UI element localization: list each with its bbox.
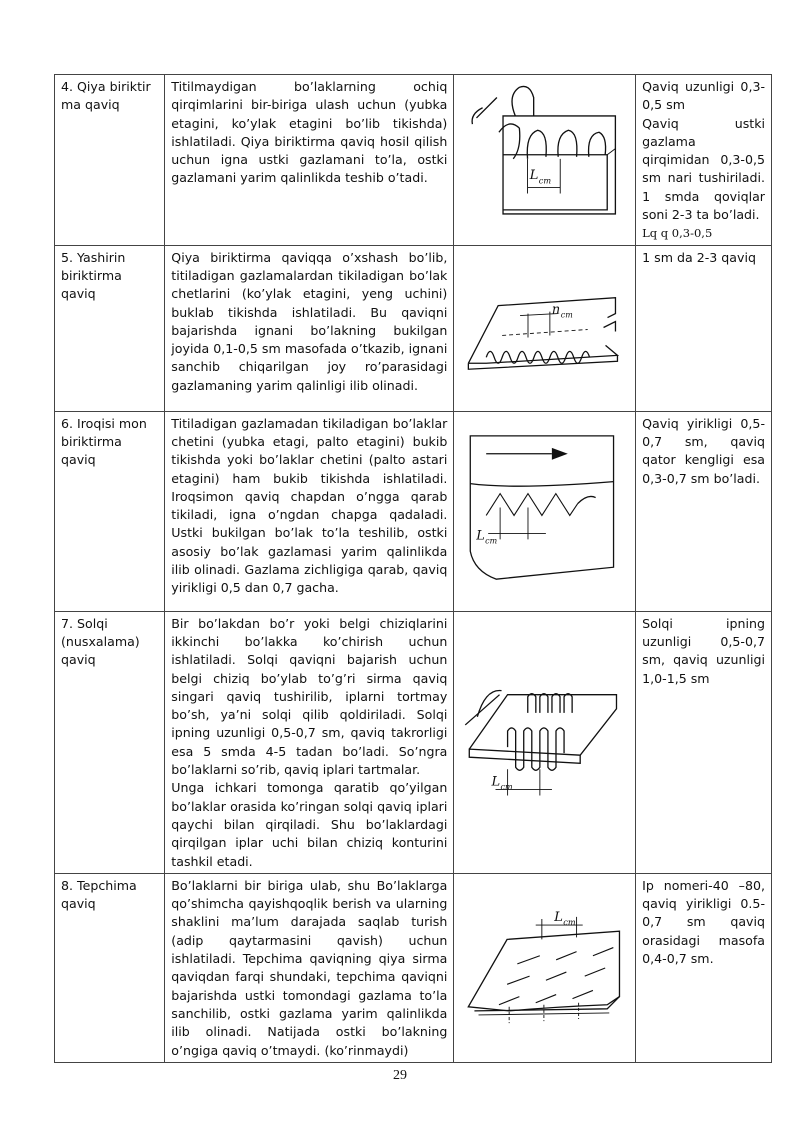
stitch-spacing-subscript: ст [561, 310, 574, 320]
table-row [55, 611, 772, 873]
stitch-spacing-label: n [552, 302, 561, 318]
pad-stitch-illustration [454, 874, 635, 1062]
stitch-name: 8. Tepchima qaviq [55, 873, 165, 1062]
stitch-description: Titilmaydigan bo’laklarning ochiq qirqimlarini bir-biriga ulash uchun (yubka etagini, ko’ylak etagini bo’lib tikishda) ishlatiladi. Qiya biriktirma qaviq hosil qilish uchun igna ustki gazlamani to’la, ostki gazlamani yarim qalinlikda teshib o’tadi. [165, 75, 454, 246]
stitch-length-subscript: ст [563, 916, 576, 927]
stitch-length-label: L [554, 909, 564, 925]
zigzag-stitch-illustration [454, 412, 635, 611]
stitch-figure [454, 873, 636, 1062]
stitch-length-subscript: ст [539, 175, 552, 186]
stitch-length-subscript: ст [485, 536, 498, 546]
stitch-description: Bo’laklarni bir biriga ulab, shu Bo’laklarga qo’shimcha qayishqoqlik berish va ularning shaklini ma’lum darajada saqlab turish (adip qaytarmasini qavish) uchun ishlatiladi. Tepchima qaviqning qiya sirma qaviqdan farqi shundaki, tepchima qaviqni bajarishda ustki tomondagi gazlama to’la sanchilib, ostki gazlama yarim qalinlikda ilib olinadi. Natijada ostki bo’lakning o’ngiga qaviq o’tmaydi. (ko’rinmaydi) [165, 873, 454, 1062]
stitch-note: Qaviq yirikligi 0,5-0,7 sm, qaviq qator kengligi esa 0,3-0,7 sm bo’ladi. [636, 411, 772, 611]
page-number: 29 [393, 1068, 407, 1083]
stitch-length-label: L [491, 774, 501, 790]
stitch-figure [454, 411, 636, 611]
stitch-note-formula: Lq q 0,3-0,5 [642, 226, 713, 241]
table-row [55, 75, 772, 246]
stitch-figure [454, 245, 636, 411]
stitch-figure [454, 75, 636, 246]
table-row [55, 873, 772, 1062]
tailor-tack-illustration [454, 612, 635, 873]
slant-stitch-illustration [454, 75, 635, 245]
stitch-name: 6. Iroqisi mon biriktirma qaviq [55, 411, 165, 611]
stitch-name: 7. Solqi (nusxalama) qaviq [55, 611, 165, 873]
stitch-note: 1 sm da 2-3 qaviq [636, 245, 772, 411]
stitch-length-subscript: ст [500, 782, 514, 792]
stitch-note: Solqi ipning uzunligi 0,5-0,7 sm, qaviq uzunligi 1,0-1,5 sm [636, 611, 772, 873]
table-row [55, 411, 772, 611]
hidden-stitch-illustration [454, 246, 635, 411]
stitch-name: 5. Yashirin biriktirma qaviq [55, 245, 165, 411]
stitch-figure [454, 611, 636, 873]
stitch-name: 4. Qiya biriktir ma qaviq [55, 75, 165, 246]
stitch-length-label: L [529, 168, 539, 184]
stitch-length-label: L [476, 528, 486, 544]
stitch-description: Bir bo’lakdan bo’r yoki belgi chiziqlarini ikkinchi bo’lakka ko’chirish uchun ishlatiladi. Solqi qaviqni bajarish uchun belgi chiziq bo’ylab to’g’ri sirma qaviq singari qaviq tushirilib, iplarni tortmay bo’sh, ya’ni solqi qilib qoldiriladi. Solqi ipning uzunligi 0,5-0,7 sm, qaviq takrorligi esa 5 smda 4-5 tadan bo’ladi. So’ngra bo’laklarni so’rib, qaviq iplari tartmalar. Unga ichkari tomonga qaratib qo’yilgan bo’laklar orasida ko’ringan solqi qaviq iplari qaychi bilan qirqiladi. Shu bo’laklardagi qirqilgan iplar uchi bilan chiziq konturini tashkil etadi. [165, 611, 454, 873]
stitch-description: Titiladigan gazlamadan tikiladigan bo’laklar chetini (yubka etagi, palto etagini) bukib tikishda yoki bo’laklar chetini (palto astari etagini) ham bukib tikishda ishlatiladi. Iroqsimon qaviq chapdan o’ngga qarab tikiladi, igna o’ngdan chapga qadaladi. Ustki bukilgan bo’lak to’la teshilib, ostki asosiy bo’lak gazlamasi yarim qalinlikda ilib olinadi. Gazlama zichligiga qarab, qaviq yirikligi 0,5 dan 0,7 gacha. [165, 411, 454, 611]
table-row [55, 245, 772, 411]
stitch-table [54, 74, 772, 1063]
stitch-note: Ip nomeri-40 –80, qaviq yirikligi 0.5-0,7 sm qaviq orasidagi masofa 0,4-0,7 sm. [636, 873, 772, 1062]
stitch-description: Qiya biriktirma qaviqqa o’xshash bo’lib, titiladigan gazlamalardan tikiladigan bo’lak chetlarini (ko’ylak etagini, yeng uchini) buklab tikishda ishlatiladi. Bu qaviqni bajarishda ignani bo’lakning bukilgan joyida 0,1-0,5 sm masofada o’tkazib, ignani sanchib chiqarilgan joy ro’parasidagi gazlamaning yarim qalinligi ilib olinadi. [165, 245, 454, 411]
stitch-note: Qaviq uzunligi 0,3-0,5 sm Qaviq ustki gazlama qirqimidan 0,3-0,5 sm nari tushiriladi. 1 smda qoviqlar soni 2-3 ta bo’ladi. Lq q 0,3-0,5 [636, 75, 772, 246]
